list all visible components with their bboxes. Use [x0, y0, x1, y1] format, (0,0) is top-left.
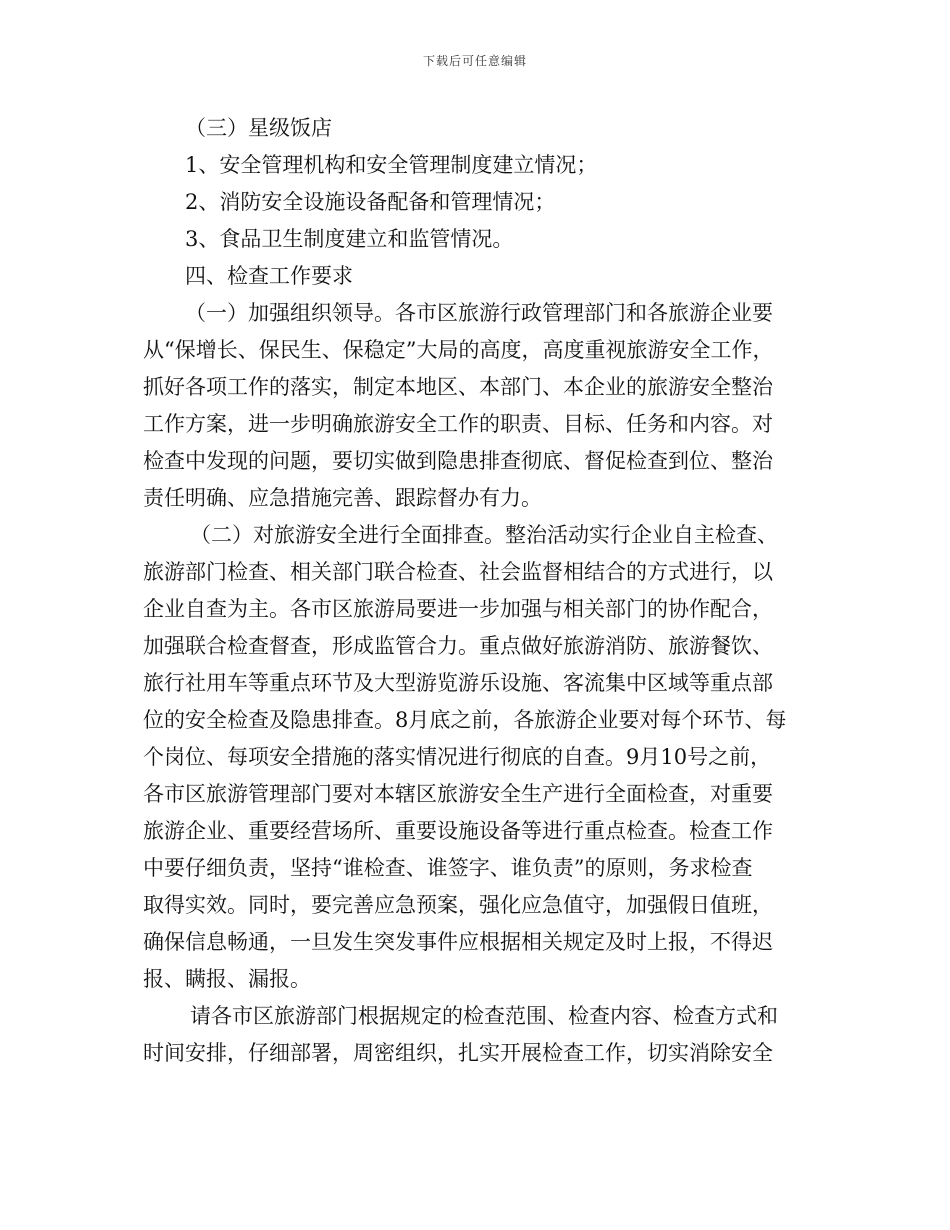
paragraph-line: 旅行社用车等重点环节及大型游览游乐设施、客流集中区域等重点部: [143, 671, 773, 695]
paragraph-line: （一）加强组织领导。各市区旅游行政管理部门和各旅游企业要: [185, 301, 773, 325]
paragraph-line: 确保信息畅通，一旦发生突发事件应根据相关规定及时上报，不得迟: [143, 930, 773, 954]
paragraph-line: 个岗位、每项安全措施的落实情况进行彻底的自查。9月10号之前，: [143, 745, 772, 769]
paragraph-line: 旅游部门检查、相关部门联合检查、社会监督相结合的方式进行，以: [143, 560, 773, 584]
paragraph-line: （二）对旅游安全进行全面排查。整治活动实行企业自主检查、: [190, 523, 778, 547]
document-body: [143, 110, 808, 1072]
paragraph-line: 时间安排，仔细部署，周密组织，扎实开展检查工作，切实消除安全: [143, 1041, 773, 1065]
list-item: 3、食品卫生制度建立和监管情况。: [185, 227, 514, 251]
paragraph-line: 企业自查为主。各市区旅游局要进一步加强与相关部门的协作配合，: [143, 597, 773, 621]
paragraph-line: 各市区旅游管理部门要对本辖区旅游安全生产进行全面检查，对重要: [143, 782, 773, 806]
section-heading-requirements: 四、检查工作要求: [185, 264, 353, 288]
paragraph-line: 位的安全检查及隐患排查。8月底之前，各旅游企业要对每个环节、每: [143, 708, 787, 732]
list-item: 1、安全管理机构和安全管理制度建立情况；: [185, 153, 598, 177]
page-header: 下载后可任意编辑: [422, 54, 527, 68]
paragraph-line: 检查中发现的问题，要切实做到隐患排查彻底、督促检查到位、整治: [143, 449, 773, 473]
paragraph-line: 取得实效。同时，要完善应急预案，强化应急值守，加强假日值班，: [143, 893, 773, 917]
list-item: 2、消防安全设施设备配备和管理情况；: [185, 190, 556, 214]
paragraph-line: 中要仔细负责，坚持“谁检查、谁签字、谁负责”的原则，务求检查: [143, 856, 753, 880]
paragraph-line: 从“保增长、保民生、保稳定”大局的高度，高度重视旅游安全工作，: [143, 338, 774, 362]
paragraph-line: 报、瞒报、漏报。: [143, 967, 311, 991]
paragraph-line: 加强联合检查督查，形成监管合力。重点做好旅游消防、旅游餐饮、: [143, 634, 773, 658]
paragraph-line: 责任明确、应急措施完善、跟踪督办有力。: [143, 486, 542, 510]
paragraph-line: 抓好各项工作的落实，制定本地区、本部门、本企业的旅游安全整治: [143, 375, 773, 399]
section-heading-star-hotels: （三）星级饭店: [185, 116, 332, 140]
paragraph-line: 工作方案，进一步明确旅游安全工作的职责、目标、任务和内容。对: [143, 412, 773, 436]
paragraph-line: 旅游企业、重要经营场所、重要设施设备等进行重点检查。检查工作: [143, 819, 773, 843]
paragraph-line: 请各市区旅游部门根据规定的检查范围、检查内容、检查方式和: [190, 1004, 778, 1028]
